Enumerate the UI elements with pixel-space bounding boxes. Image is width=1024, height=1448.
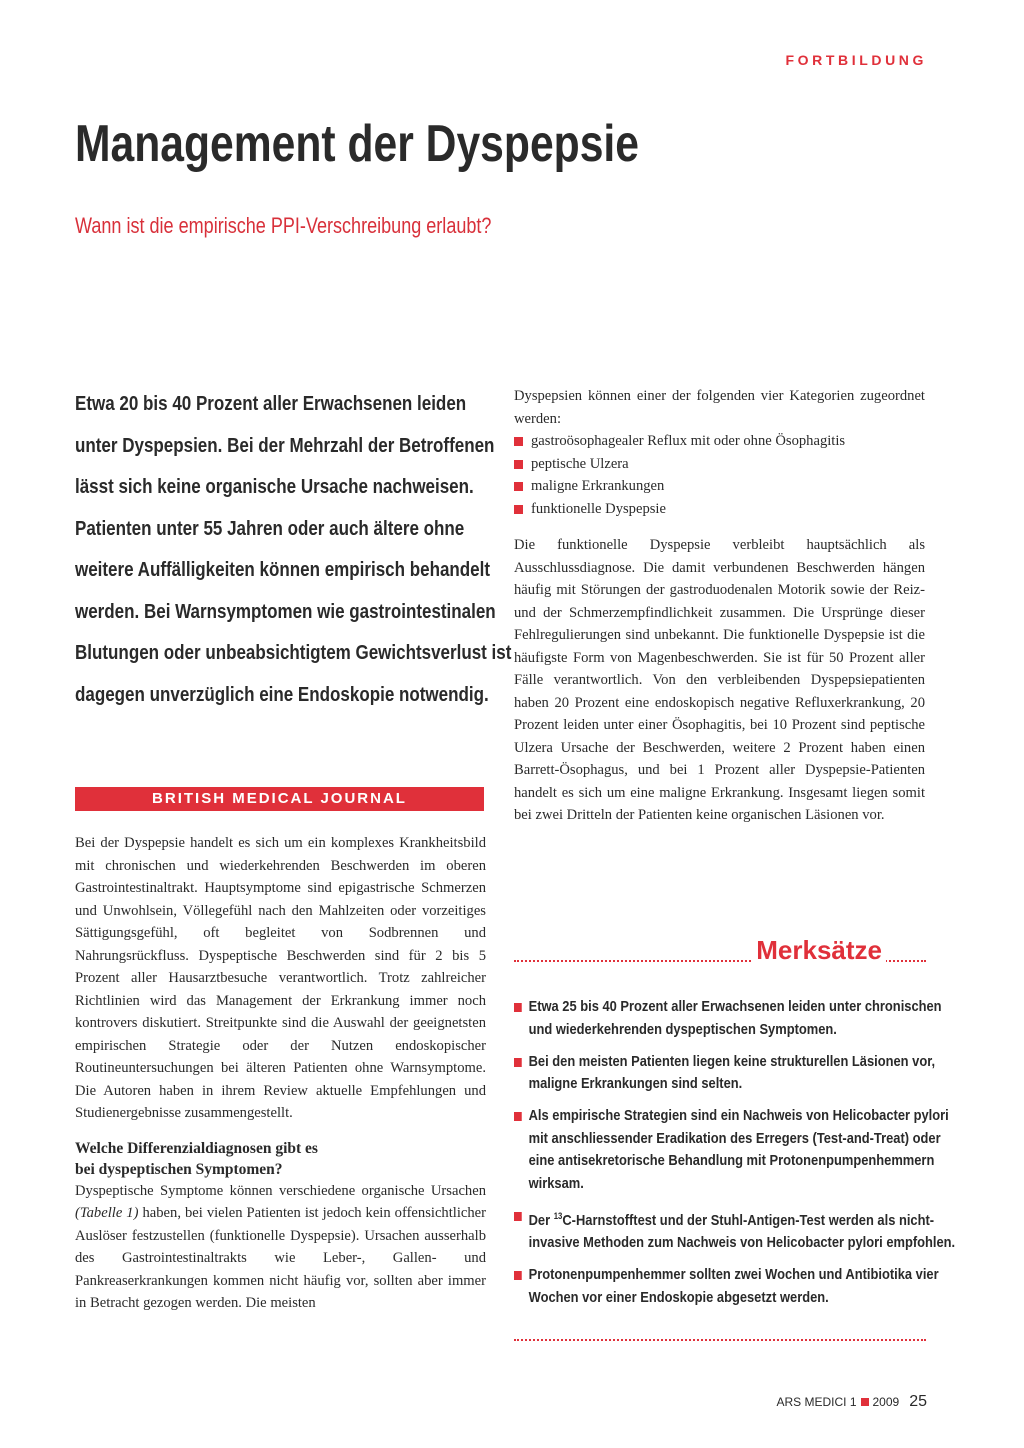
list-item: gastroösophagealer Reflux mit oder ohne Ösophagitis — [514, 430, 925, 453]
list-item: Der $^{13}$C-Harnstofftest und der Stuhl-Antigen-Test werden als nicht- invasive Methoden zum Nachweis von Helicobacter pylori empfohlen. — [514, 1205, 933, 1255]
body-paragraph — [75, 1180, 486, 1315]
bullet-square-icon — [514, 1212, 522, 1221]
bullet-square-icon — [514, 482, 523, 491]
lead-line: dagegen unverzüglich eine Endoskopie notwendig. — [75, 683, 489, 706]
page-footer — [776, 1393, 927, 1411]
merksaetze-list — [514, 996, 956, 1319]
lead-paragraph — [75, 384, 512, 716]
bullet-square-icon — [514, 1112, 522, 1121]
section-heading-line: bei dyspeptischen Symptomen? — [75, 1160, 283, 1178]
bullet-square-icon — [514, 1003, 522, 1012]
body-paragraph: Bei der Dyspepsie handelt es sich um ein komplexes Krankheitsbild mit chronischen und wiederkehrenden Beschwerden im oberen Gastrointestinaltrakt. Hauptsymptome sind epigastrische Schmerzen und Unwohlsein, Völlegefühl nach den Mahlzeiten oder vorzeitiges Sättigungsgefühl, oft begleitet von Sodbrennen und Nahrungsrückfluss. Dyspeptische Beschwerden sind für 2 bis 5 Prozent aller Hausarztbesuche verantwortlich. Trotz zahlreicher Richtlinien wird das Management der Erkrankung immer noch kontrovers diskutiert. Streitpunkte sind die Auswahl der geeignetsten empirischen Strategie oder der Nutzen endoskopischer Routineuntersuchungen bei älteren Patienten ohne Warnsymptome. Die Autoren haben in ihrem Review aktuelle Empfehlungen und Studienergebnisse zusammengestellt. — [75, 835, 486, 1121]
section-heading-line: Welche Differenzialdiagnosen gibt es — [75, 1139, 318, 1157]
lead-line: Etwa 20 bis 40 Prozent aller Erwachsenen leiden — [75, 393, 467, 415]
list-item: funktionelle Dyspepsie — [514, 498, 925, 521]
page-number: 25 — [909, 1393, 927, 1410]
lead-line: weitere Auffälligkeiten können empirisch behandelt — [75, 559, 491, 581]
merksaetze-title: Merksätze — [752, 935, 886, 966]
footer-square-icon — [861, 1398, 869, 1406]
article-title: Management der Dyspepsie — [75, 115, 639, 173]
body-text: Dyspeptische Symptome können verschiedene organische Ursachen — [75, 1182, 486, 1199]
lead-line: unter Dyspepsien. Bei der Mehrzahl der Betroffenen — [75, 434, 495, 457]
article-subtitle: Wann ist die empirische PPI-Verschreibung erlaubt? — [75, 213, 492, 238]
section-label: FORTBILDUNG — [785, 52, 927, 68]
lead-line: lässt sich keine organische Ursache nachweisen. — [75, 476, 474, 498]
journal-name: ARS MEDICI 1 — [776, 1395, 857, 1409]
list-item: peptische Ulzera — [514, 453, 925, 476]
list-item: Protonenpumpenhemmer sollten zwei Wochen und Antibiotika vier Wochen vor einer Endoskopie abgesetzt werden. — [514, 1264, 933, 1309]
bullet-square-icon — [514, 1271, 522, 1280]
body-paragraph: Dyspepsien können einer der folgenden vier Kategorien zugeordnet werden: — [514, 388, 925, 427]
list-item: Etwa 25 bis 40 Prozent aller Erwachsenen leiden unter chronischen und wiederkehrenden dyspeptischen Symptomen. — [514, 996, 933, 1041]
section-heading — [75, 1138, 486, 1180]
category-list — [514, 430, 925, 520]
left-column — [75, 832, 486, 1315]
right-column — [514, 385, 925, 827]
merksaetze-bottom-rule — [514, 1339, 926, 1341]
body-text: haben, bei vielen Patienten ist jedoch kein offensichtlicher Auslöser festzustellen (funktionelle Dyspepsie). Ursachen ausserhalb des Gastrointestinaltrakts wie Leber-, Gallen- und Pankreaserkrankungen kommen nicht häufig vor, sollten aber immer in Betracht gezogen werden. Die meisten — [75, 1205, 486, 1311]
bullet-square-icon — [514, 505, 523, 514]
table-reference: (Tabelle 1) — [75, 1205, 139, 1221]
list-item: Als empirische Strategien sind ein Nachweis von Helicobacter pylori mit anschliessender Eradikation des Erregers (Test-and-Treat) oder eine antisekretorische Behandlung mit Protonenpumpenhemmern wirksam. — [514, 1105, 933, 1195]
body-paragraph: Die funktionelle Dyspepsie verbleibt hauptsächlich als Ausschlussdiagnose. Die damit verbundenen Beschwerden hängen häufig mit Störungen der gastroduodenalen Motorik sowie der Reiz- und der Schmerzempfindlichkeit zusammen. Die Ursprünge dieser Fehlregulierungen sind unbekannt. Die funktionelle Dyspepsie ist die häufigste Form von Magenbeschwerden. Sie ist für 50 Prozent aller Fälle verantwortlich. Von den verbleibenden Dyspepsiepatienten haben 20 Prozent eine endoskopisch negative Refluxerkrankung, 20 Prozent leiden unter einer Ösophagitis, bei 10 Prozent sind peptische Ulzera Ursache der Beschwerden, weitere 2 Prozent haben einen Barrett-Ösophagus, und bei 1 Prozent aller Dyspepsie-Patienten handelt es sich um eine maligne Erkrankung. Insgesamt liegen somit bei zwei Dritteln der Patienten keine organischen Läsionen vor. — [514, 537, 925, 823]
source-banner: BRITISH MEDICAL JOURNAL — [75, 787, 484, 811]
list-item: Bei den meisten Patienten liegen keine strukturellen Läsionen vor, maligne Erkrankungen sind selten. — [514, 1051, 933, 1096]
bullet-square-icon — [514, 460, 523, 469]
bullet-square-icon — [514, 437, 523, 446]
lead-line: werden. Bei Warnsymptomen wie gastrointestinalen — [75, 600, 496, 623]
list-item: maligne Erkrankungen — [514, 475, 925, 498]
journal-year: 2009 — [872, 1395, 900, 1409]
lead-line: Blutungen oder unbeabsichtigtem Gewichtsverlust ist — [75, 642, 512, 664]
lead-line: Patienten unter 55 Jahren oder auch ältere ohne — [75, 517, 465, 540]
bullet-square-icon — [514, 1058, 522, 1067]
